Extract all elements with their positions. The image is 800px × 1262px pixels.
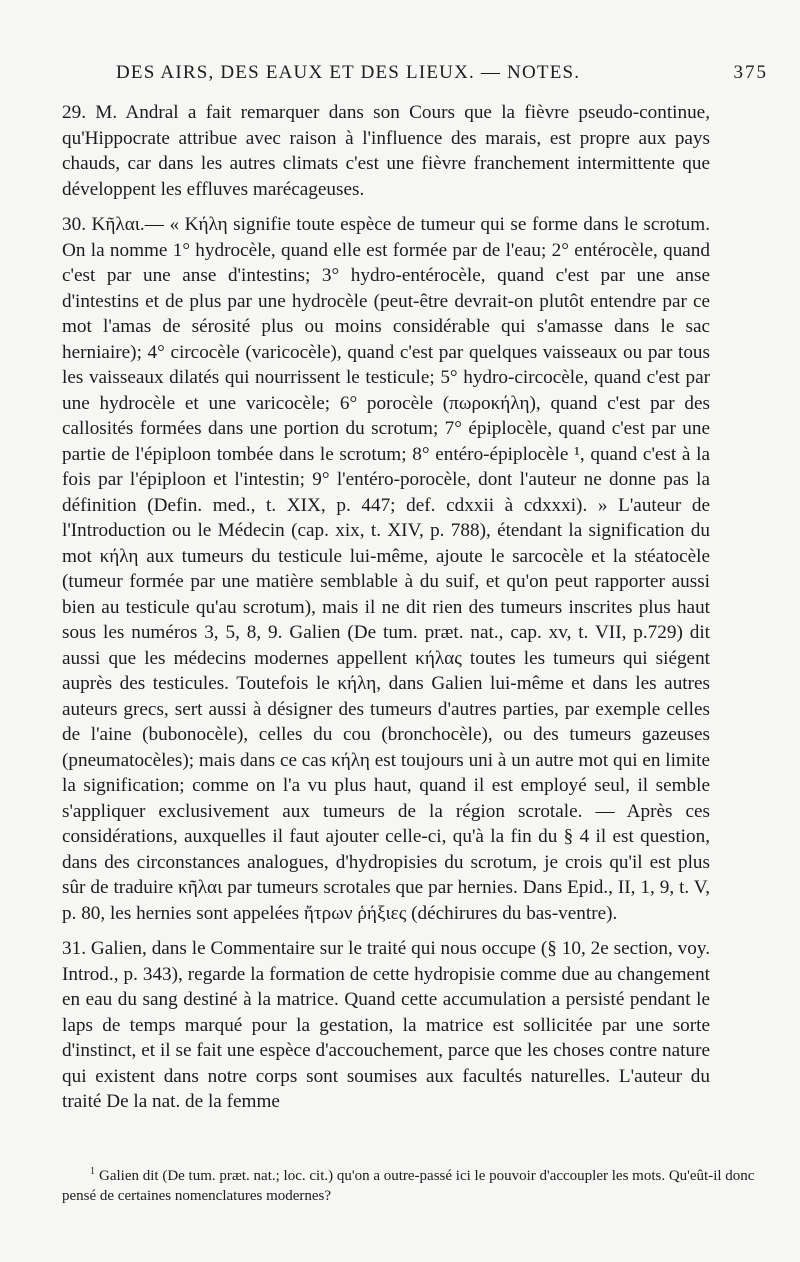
note-31-paragraph: 31. Galien, dans le Commentaire sur le traité qui nous occupe (§ 10, 2e section, voy. Introd., p. 343), regarde la formation de cette hydropisie comme due au changement en eau du sang destiné à la matrice. Quand cette accumulation a persisté pendant le laps de temps marqué pour la gestation, la matrice est sollicitée par une sorte d'instinct, et il se fait une espèce d'accouchement, parce que les choses contre nature qui existent dans notre corps sont soumises aux facultés naturelles. L'auteur du traité De la nat. de la femme [62,938,710,1112]
footnote-mark: 1 [90,1166,95,1177]
page-body [62,100,710,1115]
page-number: 375 [733,62,768,83]
footnote [62,1162,782,1206]
note-29-paragraph: 29. M. Andral a fait remarquer dans son Cours que la fièvre pseudo-continue, qu'Hippocrate attribue avec raison à l'influence des marais, est propre aux pays chauds, car dans les autres climats c'est une fièvre franchement intermittente que développent les effluves marécageuses. [62,102,710,200]
running-title: DES AIRS, DES EAUX ET DES LIEUX. — NOTES. [116,62,581,83]
footnote-text: Galien dit (De tum. præt. nat.; loc. cit.) qu'on a outre-passé ici le pouvoir d'accoupler les mots. Qu'eût-il donc pensé de certaines nomenclatures modernes? [62,1168,755,1204]
note-30-paragraph: 30. Κῆλαι.— « Κήλη signifie toute espèce de tumeur qui se forme dans le scrotum. On la nomme 1° hydrocèle, quand elle est formée par de l'eau; 2° entérocèle, quand c'est par une anse d'intestins; 3° hydro-entérocèle, quand c'est par une anse d'intestins et de plus par une hydrocèle (peut-être devrait-on plutôt entendre par ce mot l'amas de sérosité plus ou moins considérable qui s'amasse dans le sac herniaire); 4° circocèle (varicocèle), quand c'est par quelques vaisseaux ou par tous les vaisseaux dilatés qui nourrissent le testicule; 5° hydro-circocèle, quand c'est par une hydrocèle et une varicocèle; 6° porocèle (πωροκήλη), quand c'est par des callosités formées dans une portion du scrotum; 7° épiplocèle, quand c'est par une partie de l'épiploon tombée dans le scrotum; 8° entéro-épiplocèle ¹, quand c'est à la fois par l'épiploon et l'intestin; 9° l'entéro-porocèle, dont l'auteur ne donne pas la définition (Defin. med., t. XIX, p. 447; def. cdxxii à cdxxxi). » L'auteur de l'Introduction ou le Médecin (cap. xix, t. XIV, p. 788), étendant la signification du mot κήλη aux tumeurs du testicule lui-même, ajoute le sarcocèle et la stéatocèle (tumeur formée par une matière semblable à du suif, et qu'on peut rapporter aussi bien au testicule qu'au scrotum), mais il ne dit rien des tumeurs inscrites plus haut sous les numéros 3, 5, 8, 9. Galien (De tum. præt. nat., cap. xv, t. VII, p.729) dit aussi que les médecins modernes appellent κήλας toutes les tumeurs qui siégent auprès des testicules. Toutefois le κήλη, dans Galien lui-même et dans les autres auteurs grecs, sert aussi à désigner des tumeurs d'autres parties, par exemple celles de l'aine (bubonocèle), celles du cou (bronchocèle), ou des tumeurs gazeuses (pneumatocèles); mais dans ce cas κήλη est toujours uni à un autre mot qui en limite la signification; comme on l'a vu plus haut, quand il est employé seul, il semble s'appliquer exclusivement aux tumeurs de la région scrotale. — Après ces considérations, auxquelles il faut ajouter celle-ci, qu'à la fin du § 4 il est question, dans des circonstances analogues, d'hydropisies du scrotum, je crois qu'il est plus sûr de traduire κῆλαι par tumeurs scrotales que par hernies. Dans Epid., II, 1, 9, t. V, p. 80, les hernies sont appelées ἤτρων ῥήξιες (déchirures du bas-ventre). [62,214,710,924]
